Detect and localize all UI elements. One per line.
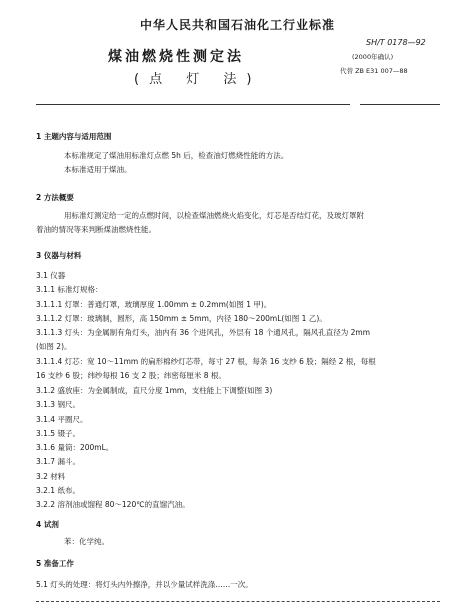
section-3-heading: 3 仪器与材料 (36, 251, 82, 260)
footer-rule (36, 601, 440, 602)
section-2-heading: 2 方法概要 (36, 193, 74, 202)
section-3-item: 3.2 材料 (36, 472, 66, 481)
section-3-item: 3.1.6 量筒：200mL。 (36, 443, 114, 452)
header-rule-right (360, 104, 440, 105)
section-2-line-1: 用标准灯测定给一定的点燃时间，以检查煤油燃烧火焰变化，灯芯是否结灯花，及玻灯罩附 (64, 211, 364, 220)
section-3-item: 3.1.7 漏斗。 (36, 457, 80, 466)
section-3-item: 3.1.3 钢尺。 (36, 400, 80, 409)
section-3-item: 3.1.2 盛放座：为金属制成，直尺分度 1mm，支柱能上下调整(如图 3) (36, 386, 273, 395)
section-3-item: 3.1.1.4 灯芯：宽 10～11mm 的扁形棉纱灯芯带，每寸 27 根，每条 16 支纱 6 股；隔经 2 根，每根 (36, 357, 376, 366)
section-3-item: 16 支纱 6 股；纬纱每根 16 支 2 股；纬密每厘米 8 根。 (36, 371, 226, 380)
section-3-item: 3.1.1.3 灯头：为金属制有角灯头，油内有 36 个进风孔，外层有 18 个通风孔，隔风孔直径为 2mm (36, 328, 371, 337)
document-title: 煤油燃烧性测定法 (108, 49, 244, 65)
section-1-heading: 1 主题内容与适用范围 (36, 132, 112, 141)
section-3-item: (如图 2)。 (36, 342, 72, 351)
section-3-item: 3.1.1 标准灯规格： (36, 285, 103, 294)
section-5-line-1: 5.1 灯头的处理：将灯头内外擦净，并以少量试样洗涤……一次。 (36, 580, 253, 589)
section-3-item: 3.1.5 镊子。 (36, 429, 80, 438)
section-2-line-2: 着油的情况等来判断煤油燃烧性能。 (36, 225, 156, 234)
section-3-item: 3.2.1 纸布。 (36, 486, 80, 495)
section-3-item: 3.1.1.2 灯罩：玻璃制，圆形，高 150mm ± 5mm，内径 180～200mL(如图 1 乙)。 (36, 314, 327, 323)
section-1-line-2: 本标准适用于煤油。 (64, 165, 132, 174)
standard-code: SH/T 0178—92 (366, 38, 426, 47)
standard-category-header: 中华人民共和国石油化工行业标准 (139, 18, 335, 32)
section-3-item: 3.1 仪器 (36, 271, 66, 280)
section-1-line-1: 本标准规定了煤油用标准灯点燃 5h 后，检查油灯燃烧性能的方法。 (64, 151, 289, 160)
section-3-item: 3.1.4 平圈尺。 (36, 415, 88, 424)
section-4-line-1: 苯：化学纯。 (64, 537, 109, 546)
header-rule-left (36, 104, 350, 105)
replaces-note: 代替 ZB E31 007—88 (340, 67, 408, 75)
section-4-heading: 4 试剂 (36, 520, 59, 529)
section-5-heading: 5 准备工作 (36, 559, 74, 568)
section-3-item: 3.2.2 溶剂油或馏程 80～120℃的直馏汽油。 (36, 500, 190, 509)
confirmation-note: (2000年确认) (352, 53, 394, 61)
document-subtitle: (点 灯 法) (134, 72, 262, 87)
section-3-item: 3.1.1.1 灯罩：普通灯罩，玻璃厚度 1.00mm ± 0.2mm(如图 1 甲)。 (36, 300, 272, 309)
